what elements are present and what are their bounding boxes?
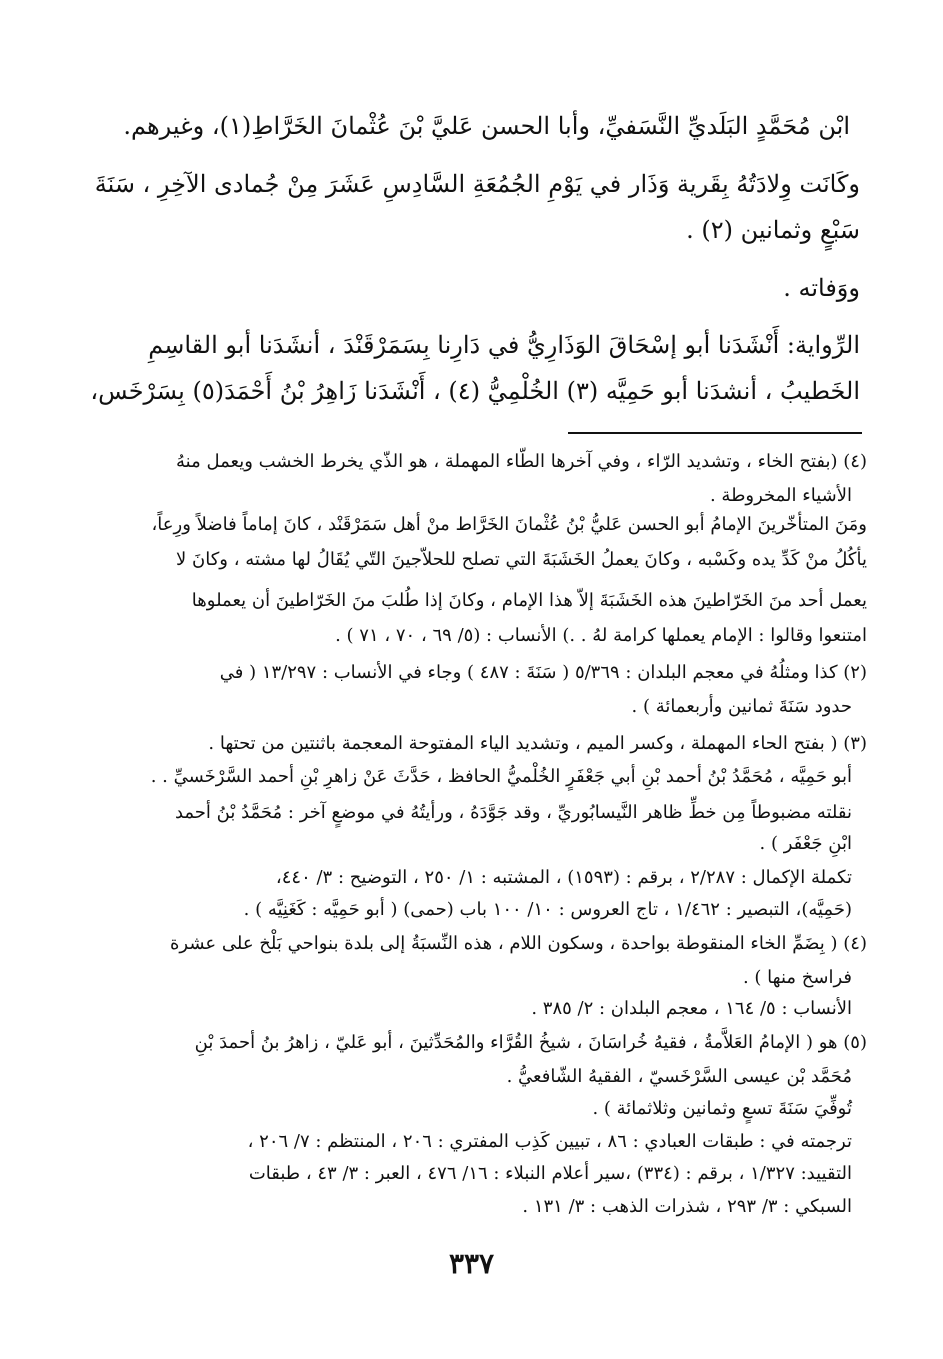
footnote-line: تُوفِّيَ سَنَةَ تسعٍ وثمانين وثلاثمائة ) . (592, 1098, 852, 1119)
footnote-line: (حَمِيَّه)، التبصير : ١/٤٦٢ ، تاج العروس : ١٠/ ١٠٠ باب (حمى) ( أبو حَمِيَّه : كَغَنِيَّه ) . (243, 899, 852, 920)
footnote-line: ابْنِ جَعْفَر ) . (759, 833, 852, 854)
main-text-line: الرِّواية: أَنْشَدَنا أبو إسْحَاقَ الوَذَارِيُّ في دَارِنا بِسَمَرْقَنْدَ ، أنشَدَنا أبو القاسِمِ (148, 331, 860, 359)
footnote-line: (٣) ( بفتح الحاء المهملة ، وكسر الميم ، وتشديد الياء المفتوحة المعجمة باثنتين من تحتها . (208, 733, 867, 754)
footnote-line: الأنساب : ٥/ ١٦٤ ، معجم البلدان : ٢/ ٣٨٥ . (531, 998, 852, 1019)
footnote-line: يأكُلُ منْ كَدِّ يده وكَسْبه ، وكانَ يعملُ الخَشَبَةَ التي تصلح للحلاّجينَ التّي يُقَالُ لها مشته ، وكانَ لا (176, 549, 867, 570)
footnote-line: نقلته مضبوطاً مِن خطِّ ظاهر النَّيسابُوريِّ ، وقد جَوَّدَهُ ، ورأيتُهُ في موضعٍ آخر : مُحَمَّدُ بْنُ أحمد (174, 802, 852, 823)
footnote-line: ترجمته في : طبقات العبادي : ٨٦ ، تبيين كَذِب المفتري : ٢٠٦ ، المنتظم : ٧/ ٢٠٦ ، (247, 1131, 852, 1152)
footnote-separator (568, 432, 862, 434)
main-text-line: سَبْعٍ وثمانين (٢) . (686, 216, 860, 244)
main-text-line: الخَطيبُ ، أنشدَنا أبو حَمِيَّه (٣) الخُلْمِيُّ (٤) ، أَنْشَدَنا زَاهِرُ بْنُ أَحْمَدَ(٥) بِسَرْخَس، (90, 377, 860, 405)
footnote-line: يعمل أحد منَ الخَرّاطينَ هذه الخَشَبَةَ إلاّ هذا الإمام ، وكانَ إذا طُلبَ منَ الخَرّاطينَ أن يعملوها (191, 590, 867, 611)
footnote-line: مُحَمَّد بْن عيسى السَّرْخَسيّ ، الفقيهُ الشّافعيُّ . (506, 1066, 852, 1087)
footnote-line: أبو حَمِيَّه ، مُحَمَّدُ بْنُ أحمد بْنِ أبي جَعْفَرٍ الخُلْميُّ الحافظ ، حَدَّثَ عَنْ زاهرِ بْنِ أحمد السَّرْخَسيِّ . . (150, 766, 852, 787)
footnote-line: (٤) ( بِضَمِّ الخاء المنقوطة بواحدة ، وسكون اللام ، هذه النِّسبَةُ إلى بلدة بنواحي بَلْخ على عشرة (170, 933, 867, 954)
footnote-line: ومَنَ المتأخّرينَ الإمامُ أبو الحسن عَليُّ بْنُ عُثْمانَ الخَرَّاط منْ أهل سَمَرْقَنْد ، كانَ إماماً فاضلاً ورِعاً، (151, 514, 867, 535)
footnote-line: حدود سَنَةَ ثمانين وأربعمائة ) . (631, 696, 852, 717)
footnote-line: التقييد: ١/٣٢٧ ، برقم : (٣٣٤) ،سير أعلام النبلاء : ١٦/ ٤٧٦ ، العبر : ٣/ ٤٣ ، طبقات (248, 1163, 852, 1184)
main-text-line: وكَانَت وِلادَتُهُ بِقَرية وَذَار في يَوْمِ الجُمُعَةِ السَّادِسِ عَشَرَ مِنْ جُمادى الآخِرِ ، سَنَةَ (94, 170, 860, 198)
footnote-line: تكملة الإكمال : ٢/٢٨٧ ، برقم : (١٥٩٣) ، المشتبه : ١/ ٢٥٠ ، التوضيح : ٣/ ٤٤٠، (275, 867, 852, 888)
footnote-line: السبكي : ٣/ ٢٩٣ ، شذرات الذهب : ٣/ ١٣١ . (522, 1196, 852, 1217)
main-text-line: ووَفاته . (783, 274, 860, 302)
footnote-line: امتنعوا وقالوا : الإمام يعملها كرامة لهُ . .) الأنساب : (٥/ ٦٩ ، ٧٠ ، ٧١ ) . (335, 625, 867, 646)
footnote-line: (٤) (بفتح الخاء ، وتشديد الرّاء ، وفي آخرها الطّاء المهملة ، هو الذّي يخرط الخشب ويعمل منهُ (176, 451, 867, 472)
footnote-line: (٢) كذا ومثلُهُ في معجم البلدان : ٥/٣٦٩ ( سَنَةَ : ٤٨٧ ) وجاء في الأنساب : ١٣/٢٩٧ ( في (219, 662, 867, 683)
footnote-line: الأشياء المخروطة . (709, 485, 852, 506)
footnote-line: (٥) هو ( الإمامُ العَلاَّمةُ ، فقيهُ خُراسَانَ ، شيخُ القُرَّاء والمُحَدِّثينَ ، أبو عَليّ ، زاهرُ بنُ أحمدَ بْنِ (194, 1032, 867, 1053)
footnote-line: فراسخ منها ) . (742, 967, 852, 988)
main-text-line: ابْن مُحَمَّدٍ البَلَديِّ النَّسَفيِّ، وأبا الحسن عَليَّ بْنَ عُثْمانَ الخَرَّاطِ(١)، وغيرهم. (123, 112, 850, 140)
page-number: ٣٣٧ (448, 1247, 495, 1280)
